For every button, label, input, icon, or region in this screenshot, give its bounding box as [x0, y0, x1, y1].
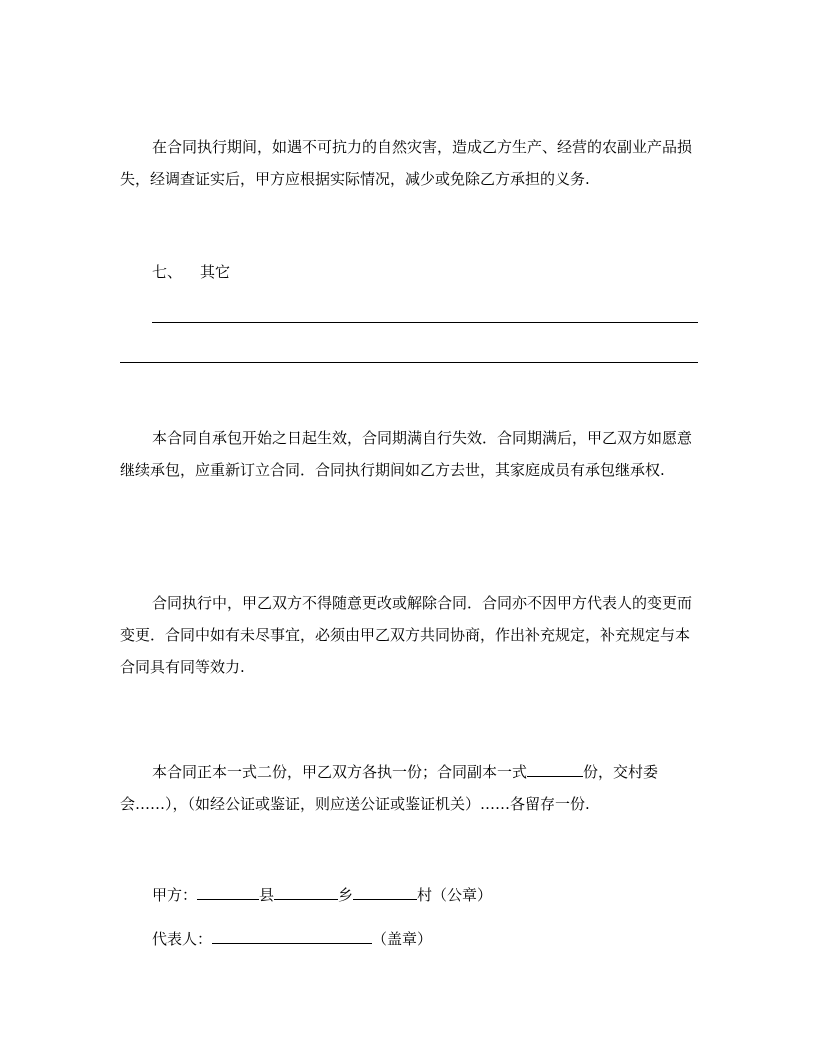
blank-line-1 — [152, 322, 698, 323]
county-label: 县 — [259, 886, 275, 904]
representative-seal-label: （盖章） — [372, 930, 433, 948]
paragraph-copies — [120, 756, 698, 820]
party-a-label: 甲方： — [152, 886, 198, 904]
section-seven-heading — [152, 262, 230, 282]
copies-text-2: 份，交村委会……），（如经公证或鉴证，则应送公证或鉴证机关）……各留存一份. — [120, 763, 659, 813]
representative-blank — [212, 925, 372, 944]
village-blank — [353, 881, 417, 900]
copies-count-blank — [527, 758, 583, 777]
representative-label: 代表人： — [152, 930, 213, 948]
party-a-line — [152, 881, 492, 907]
section-title: 其它 — [200, 263, 231, 281]
paragraph-validity: 本合同自承包开始之日起生效，合同期满自行失效．合同期满后，甲乙双方如愿意继续承包，应重新订立合同．合同执行期间如乙方去世，其家庭成员有承包继承权. — [120, 429, 693, 479]
paragraph-force-majeure: 在合同执行期间，如遇不可抗力的自然灾害，造成乙方生产、经营的农副业产品损失，经调查证实后，甲方应根据实际情况，减少或免除乙方承担的义务. — [120, 138, 693, 188]
township-label: 乡 — [338, 886, 354, 904]
village-seal-label: 村（公章） — [417, 886, 493, 904]
blank-line-2 — [120, 362, 698, 363]
copies-text-1: 本合同正本一式二份，甲乙双方各执一份；合同副本一式 — [152, 763, 528, 781]
township-blank — [274, 881, 338, 900]
section-number: 七、 — [152, 263, 183, 281]
paragraph-modification: 合同执行中，甲乙双方不得随意更改或解除合同．合同亦不因甲方代表人的变更而变更．合同中如有未尽事宜，必须由甲乙双方共同协商，作出补充规定，补充规定与本合同具有同等效力. — [120, 594, 693, 676]
county-blank — [197, 881, 259, 900]
representative-line — [152, 925, 432, 951]
